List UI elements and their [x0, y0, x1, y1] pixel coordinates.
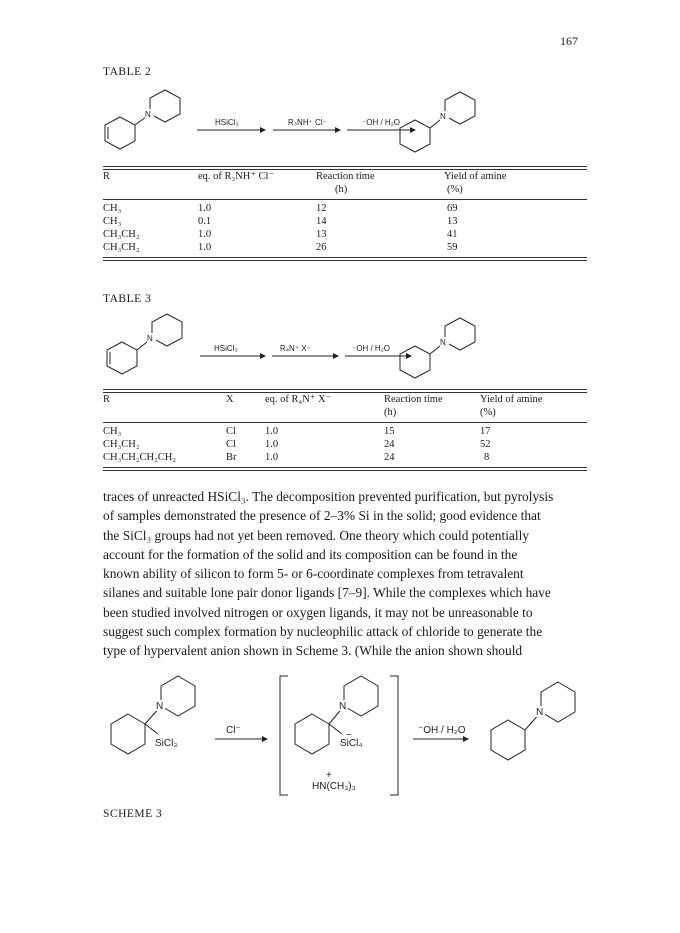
table-cell: 24: [384, 439, 395, 450]
table-cell: 59: [447, 242, 458, 253]
reagent-label: ⁻OH / H₂O: [362, 118, 400, 127]
body-line: suggest such complex formation by nucleophilic attack of chloride to generate the: [103, 624, 543, 640]
table3-top-rule: [103, 389, 587, 393]
table3-header: X: [226, 394, 234, 405]
table2-header: (h): [335, 184, 348, 195]
scheme3-caption: SCHEME 3: [103, 808, 163, 820]
table2-reaction-scheme: [100, 84, 500, 164]
table-cell: 1.0: [265, 426, 279, 437]
reagent-label: R₃NH⁺ Cl⁻: [288, 118, 327, 127]
table2-header: Reaction time: [316, 171, 375, 182]
table-cell: 14: [316, 216, 327, 227]
table2-top-rule: [103, 166, 587, 170]
reagent-label: R₄N⁺ X⁻: [280, 344, 311, 353]
reagent-label: HSiCl₃: [214, 344, 238, 353]
anion-charge: −: [346, 730, 352, 741]
page-number: 167: [560, 34, 578, 48]
table-cell: 52: [480, 439, 491, 450]
table-cell: 1.0: [198, 242, 212, 253]
body-paragraph: [103, 487, 587, 661]
table-cell: CH₃: [103, 426, 122, 437]
body-line: known ability of silicon to form 5- or 6-coordinate complexes from tetravalent: [103, 566, 524, 582]
table3-header-rule: [103, 422, 587, 423]
table-cell: 1.0: [198, 229, 212, 240]
body-line: traces of unreacted HSiCl₃. The decomposition prevented purification, but pyrolysis: [103, 489, 554, 504]
table-cell: 26: [316, 242, 327, 253]
table-cell: 17: [480, 426, 491, 437]
table-cell: 1.0: [265, 452, 279, 463]
table-cell: 1.0: [198, 203, 212, 214]
table-cell: 1.0: [265, 439, 279, 450]
table-cell: CH₃CH₂: [103, 242, 140, 253]
n-atom-label: N: [145, 110, 151, 119]
table-cell: 13: [316, 229, 327, 240]
table-cell: 12: [316, 203, 327, 214]
table-cell: Cl: [226, 439, 236, 450]
table3-header: (%): [480, 407, 496, 418]
table2-title: TABLE 2: [103, 66, 152, 78]
n-atom-label: N: [440, 112, 446, 121]
n-atom-label: N: [339, 701, 347, 712]
table2-header: (%): [447, 184, 463, 195]
sicl3-label: SiCl₃: [155, 738, 178, 749]
table2-header: R: [103, 171, 111, 182]
n-atom-label: N: [147, 334, 153, 343]
table-cell: CH₃CH₂: [103, 229, 140, 240]
table-cell: 15: [384, 426, 395, 437]
chloride-reagent: Cl⁻: [226, 725, 241, 736]
scheme3-figure: [100, 662, 600, 802]
body-line: type of hypervalent anion shown in Scheme 3. (While the anion shown should: [103, 643, 523, 659]
table-cell: Br: [226, 452, 237, 463]
table3-header: eq. of R₄N⁺ X⁻: [265, 394, 332, 405]
table3-header: Reaction time: [384, 394, 443, 405]
table3-title: TABLE 3: [103, 293, 152, 305]
sicl4-label: SiCl₄: [340, 738, 363, 749]
table3-header: Yield of amine: [480, 394, 543, 405]
table-cell: 8: [484, 452, 490, 463]
n-atom-label: N: [536, 707, 544, 718]
table2-header: Yield of amine: [444, 171, 507, 182]
body-line: of samples demonstrated the presence of 2–3% Si in the solid; good evidence that: [103, 508, 541, 524]
body-line: silanes and suitable lone pair donor ligands [7–9]. While the complexes which have: [103, 585, 551, 601]
table-cell: Cl: [226, 426, 236, 437]
table2-bottom-rule: [103, 257, 587, 261]
table-cell: CH₃: [103, 216, 122, 227]
table-cell: 0.1: [198, 216, 212, 227]
table-cell: 24: [384, 452, 395, 463]
table3-reaction-scheme: [100, 308, 500, 388]
reagent-label: HSiCl₃: [215, 118, 239, 127]
table-cell: 13: [447, 216, 458, 227]
table3-bottom-rule: [103, 467, 587, 471]
table-cell: CH₃: [103, 203, 122, 214]
table2-header: eq. of R₃NH⁺ Cl⁻: [198, 171, 274, 182]
table-cell: 41: [447, 229, 458, 240]
body-line: been studied involved nitrogen or oxygen ligands, it may not be unreasonable to: [103, 604, 533, 620]
counter-ion-label: HN(CH₃)₃: [312, 781, 356, 792]
n-atom-label: N: [440, 338, 446, 347]
table-cell: CH₃CH₂: [103, 439, 140, 450]
reagent-label: ⁻OH / H₂O: [352, 344, 390, 353]
hydrolysis-reagent: ⁻OH / H₂O: [418, 725, 466, 736]
n-atom-label: N: [156, 701, 164, 712]
table-cell: CH₃CH₂CH₂CH₂: [103, 452, 176, 463]
table2-header-rule: [103, 199, 587, 200]
table3-header: R: [103, 394, 111, 405]
body-line: the SiCl₃ groups had not yet been removed. One theory which could potentially: [103, 527, 530, 543]
table3-header: (h): [384, 407, 397, 418]
body-line: account for the formation of the solid and its composition can be found in the: [103, 546, 518, 562]
cation-charge: +: [326, 770, 332, 781]
table-cell: 69: [447, 203, 458, 214]
